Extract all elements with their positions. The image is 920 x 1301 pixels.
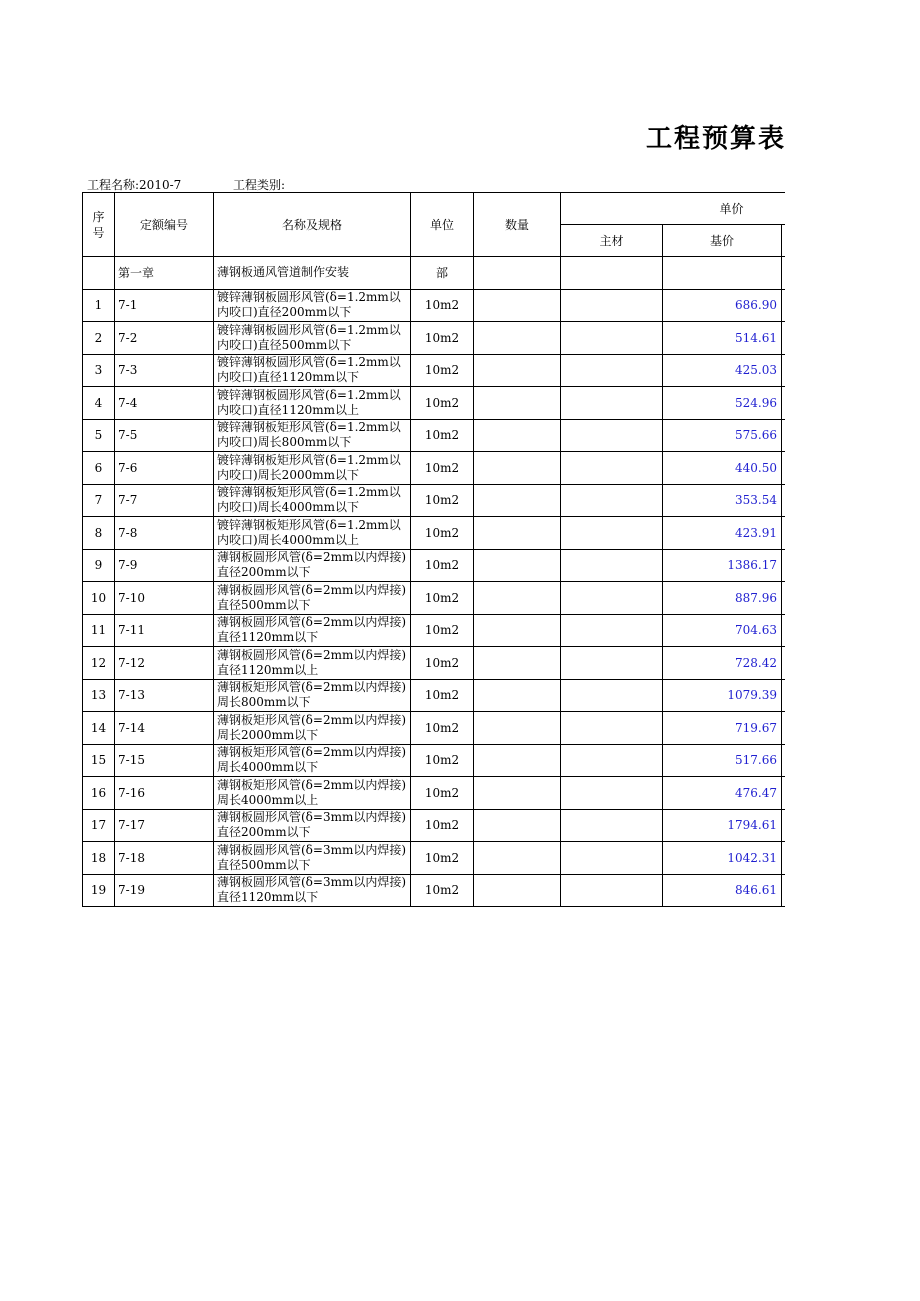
row-base-price: 440.50	[663, 452, 782, 485]
row-seq: 6	[83, 452, 115, 485]
row-unit: 10m2	[411, 452, 474, 485]
chapter-code: 第一章	[115, 257, 214, 290]
row-extra	[782, 582, 786, 615]
table-row	[83, 744, 786, 777]
header-unit-price: 单价	[561, 193, 786, 225]
row-code: 7-11	[115, 614, 214, 647]
row-name-text: 镀锌薄钢板圆形风管(δ=1.2mm以内咬口)直径1120mm以上	[217, 387, 401, 417]
header-seq: 序 号	[83, 193, 115, 257]
row-unit: 10m2	[411, 549, 474, 582]
header-blank	[782, 225, 786, 257]
row-base-price: 476.47	[663, 777, 782, 810]
row-code: 7-9	[115, 549, 214, 582]
row-qty	[474, 549, 561, 582]
row-main-material	[561, 647, 663, 680]
row-seq: 5	[83, 419, 115, 452]
row-name	[214, 387, 411, 420]
table-row	[83, 419, 786, 452]
row-qty	[474, 582, 561, 615]
row-seq: 4	[83, 387, 115, 420]
table-row	[83, 387, 786, 420]
row-qty	[474, 419, 561, 452]
row-extra	[782, 842, 786, 875]
row-name	[214, 614, 411, 647]
row-unit: 10m2	[411, 712, 474, 745]
row-name	[214, 809, 411, 842]
row-name-text: 薄钢板矩形风管(δ=2mm以内焊接)周长2000mm以下	[217, 712, 407, 742]
row-name	[214, 874, 411, 907]
row-base-price: 575.66	[663, 419, 782, 452]
row-name	[214, 842, 411, 875]
row-name-text: 薄钢板圆形风管(δ=2mm以内焊接)直径1120mm以下	[217, 615, 407, 645]
row-name-text: 镀锌薄钢板矩形风管(δ=1.2mm以内咬口)周长4000mm以下	[217, 485, 401, 515]
row-qty	[474, 387, 561, 420]
chapter-qty	[474, 257, 561, 290]
row-code: 7-4	[115, 387, 214, 420]
row-unit: 10m2	[411, 387, 474, 420]
row-base-price: 514.61	[663, 322, 782, 355]
row-code: 7-16	[115, 777, 214, 810]
row-qty	[474, 809, 561, 842]
row-base-price: 686.90	[663, 289, 782, 322]
row-name-text: 薄钢板矩形风管(δ=2mm以内焊接)周长4000mm以上	[217, 777, 407, 807]
row-unit: 10m2	[411, 679, 474, 712]
table-row	[83, 679, 786, 712]
row-name-text: 镀锌薄钢板矩形风管(δ=1.2mm以内咬口)周长2000mm以下	[217, 452, 401, 482]
row-extra	[782, 679, 786, 712]
table-row	[83, 647, 786, 680]
table-row	[83, 874, 786, 907]
row-main-material	[561, 679, 663, 712]
row-name-text: 薄钢板圆形风管(δ=2mm以内焊接)直径500mm以下	[217, 582, 407, 612]
row-base-price: 425.03	[663, 354, 782, 387]
table-row	[83, 322, 786, 355]
row-code: 7-3	[115, 354, 214, 387]
row-name-text: 镀锌薄钢板矩形风管(δ=1.2mm以内咬口)周长800mm以下	[217, 420, 401, 450]
row-code: 7-19	[115, 874, 214, 907]
row-code: 7-6	[115, 452, 214, 485]
row-extra	[782, 744, 786, 777]
row-base-price: 423.91	[663, 517, 782, 550]
row-qty	[474, 484, 561, 517]
row-qty	[474, 842, 561, 875]
row-seq: 16	[83, 777, 115, 810]
row-unit: 10m2	[411, 354, 474, 387]
header-code: 定额编号	[115, 193, 214, 257]
row-main-material	[561, 842, 663, 875]
row-seq: 8	[83, 517, 115, 550]
row-name	[214, 419, 411, 452]
project-name-label: 工程名称:2010-7	[87, 178, 182, 192]
row-name	[214, 712, 411, 745]
table-row	[83, 517, 786, 550]
chapter-unit: 部	[411, 257, 474, 290]
table-row	[83, 614, 786, 647]
row-extra	[782, 549, 786, 582]
row-extra	[782, 777, 786, 810]
row-unit: 10m2	[411, 842, 474, 875]
row-code: 7-17	[115, 809, 214, 842]
row-base-price: 887.96	[663, 582, 782, 615]
row-name-text: 薄钢板圆形风管(δ=3mm以内焊接)直径1120mm以下	[217, 875, 407, 905]
row-main-material	[561, 354, 663, 387]
row-base-price: 846.61	[663, 874, 782, 907]
row-main-material	[561, 712, 663, 745]
row-base-price: 1386.17	[663, 549, 782, 582]
row-name	[214, 452, 411, 485]
row-name-text: 薄钢板圆形风管(δ=3mm以内焊接)直径200mm以下	[217, 810, 407, 840]
header-main-material: 主材	[561, 225, 663, 257]
row-base-price: 1079.39	[663, 679, 782, 712]
row-name	[214, 582, 411, 615]
row-main-material	[561, 484, 663, 517]
row-name	[214, 647, 411, 680]
row-unit: 10m2	[411, 322, 474, 355]
row-name	[214, 484, 411, 517]
header-qty: 数量	[474, 193, 561, 257]
project-type-label: 工程类别:	[233, 178, 286, 192]
chapter-extra	[782, 257, 786, 290]
budget-table	[82, 192, 785, 907]
row-main-material	[561, 419, 663, 452]
row-seq: 11	[83, 614, 115, 647]
row-extra	[782, 354, 786, 387]
row-seq: 19	[83, 874, 115, 907]
table-row	[83, 777, 786, 810]
row-seq: 2	[83, 322, 115, 355]
row-extra	[782, 647, 786, 680]
row-unit: 10m2	[411, 809, 474, 842]
row-seq: 3	[83, 354, 115, 387]
row-extra	[782, 484, 786, 517]
row-code: 7-2	[115, 322, 214, 355]
row-extra	[782, 322, 786, 355]
row-main-material	[561, 387, 663, 420]
row-unit: 10m2	[411, 419, 474, 452]
row-name-text: 镀锌薄钢板圆形风管(δ=1.2mm以内咬口)直径1120mm以下	[217, 355, 401, 385]
row-code: 7-5	[115, 419, 214, 452]
row-extra	[782, 387, 786, 420]
row-main-material	[561, 809, 663, 842]
row-unit: 10m2	[411, 582, 474, 615]
chapter-base	[663, 257, 782, 290]
table-row	[83, 582, 786, 615]
row-unit: 10m2	[411, 777, 474, 810]
row-base-price: 728.42	[663, 647, 782, 680]
row-extra	[782, 809, 786, 842]
row-name-text: 镀锌薄钢板矩形风管(δ=1.2mm以内咬口)周长4000mm以上	[217, 517, 401, 547]
chapter-row	[83, 257, 786, 290]
budget-table-viewport	[82, 192, 785, 912]
row-name	[214, 322, 411, 355]
row-name	[214, 744, 411, 777]
header-base-price: 基价	[663, 225, 782, 257]
chapter-main	[561, 257, 663, 290]
row-code: 7-7	[115, 484, 214, 517]
row-name	[214, 354, 411, 387]
row-name-text: 薄钢板圆形风管(δ=2mm以内焊接)直径1120mm以上	[217, 647, 407, 677]
row-seq: 14	[83, 712, 115, 745]
row-seq: 1	[83, 289, 115, 322]
row-extra	[782, 712, 786, 745]
header-name: 名称及规格	[214, 193, 411, 257]
row-base-price: 517.66	[663, 744, 782, 777]
row-code: 7-13	[115, 679, 214, 712]
row-name	[214, 549, 411, 582]
row-code: 7-14	[115, 712, 214, 745]
row-extra	[782, 289, 786, 322]
row-code: 7-12	[115, 647, 214, 680]
row-main-material	[561, 582, 663, 615]
row-seq: 9	[83, 549, 115, 582]
row-name	[214, 777, 411, 810]
row-unit: 10m2	[411, 484, 474, 517]
row-name-text: 薄钢板矩形风管(δ=2mm以内焊接)周长800mm以下	[217, 680, 407, 710]
row-main-material	[561, 777, 663, 810]
row-main-material	[561, 322, 663, 355]
row-main-material	[561, 874, 663, 907]
row-seq: 17	[83, 809, 115, 842]
row-name-text: 薄钢板圆形风管(δ=3mm以内焊接)直径500mm以下	[217, 842, 407, 872]
row-qty	[474, 712, 561, 745]
table-row	[83, 842, 786, 875]
page-title: 工程预算表	[646, 124, 787, 154]
row-qty	[474, 322, 561, 355]
row-extra	[782, 419, 786, 452]
chapter-name: 薄钢板通风管道制作安装	[214, 257, 411, 290]
row-unit: 10m2	[411, 874, 474, 907]
row-seq: 15	[83, 744, 115, 777]
row-base-price: 1042.31	[663, 842, 782, 875]
row-base-price: 1794.61	[663, 809, 782, 842]
row-qty	[474, 777, 561, 810]
row-qty	[474, 647, 561, 680]
row-qty	[474, 614, 561, 647]
row-main-material	[561, 549, 663, 582]
row-name	[214, 679, 411, 712]
row-base-price: 524.96	[663, 387, 782, 420]
row-extra	[782, 452, 786, 485]
row-seq: 10	[83, 582, 115, 615]
row-qty	[474, 744, 561, 777]
row-extra	[782, 614, 786, 647]
row-name-text: 薄钢板矩形风管(δ=2mm以内焊接)周长4000mm以下	[217, 745, 407, 775]
row-main-material	[561, 614, 663, 647]
row-unit: 10m2	[411, 289, 474, 322]
row-code: 7-1	[115, 289, 214, 322]
row-extra	[782, 517, 786, 550]
row-seq: 18	[83, 842, 115, 875]
row-unit: 10m2	[411, 614, 474, 647]
row-unit: 10m2	[411, 517, 474, 550]
row-code: 7-10	[115, 582, 214, 615]
row-code: 7-8	[115, 517, 214, 550]
row-main-material	[561, 744, 663, 777]
row-base-price: 353.54	[663, 484, 782, 517]
row-main-material	[561, 452, 663, 485]
row-qty	[474, 354, 561, 387]
row-qty	[474, 289, 561, 322]
table-row	[83, 484, 786, 517]
table-row	[83, 712, 786, 745]
row-name	[214, 289, 411, 322]
row-qty	[474, 452, 561, 485]
row-code: 7-18	[115, 842, 214, 875]
row-name	[214, 517, 411, 550]
row-unit: 10m2	[411, 647, 474, 680]
table-row	[83, 452, 786, 485]
header-row-1	[83, 193, 786, 225]
row-qty	[474, 874, 561, 907]
row-qty	[474, 517, 561, 550]
chapter-seq	[83, 257, 115, 290]
row-seq: 13	[83, 679, 115, 712]
row-code: 7-15	[115, 744, 214, 777]
row-seq: 7	[83, 484, 115, 517]
table-row	[83, 549, 786, 582]
row-qty	[474, 679, 561, 712]
row-base-price: 719.67	[663, 712, 782, 745]
table-row	[83, 354, 786, 387]
row-main-material	[561, 517, 663, 550]
row-main-material	[561, 289, 663, 322]
row-base-price: 704.63	[663, 614, 782, 647]
row-name-text: 薄钢板圆形风管(δ=2mm以内焊接)直径200mm以下	[217, 550, 407, 580]
table-row	[83, 289, 786, 322]
row-name-text: 镀锌薄钢板圆形风管(δ=1.2mm以内咬口)直径200mm以下	[217, 290, 401, 320]
table-row	[83, 809, 786, 842]
header-unit: 单位	[411, 193, 474, 257]
row-name-text: 镀锌薄钢板圆形风管(δ=1.2mm以内咬口)直径500mm以下	[217, 322, 401, 352]
row-seq: 12	[83, 647, 115, 680]
row-extra	[782, 874, 786, 907]
row-unit: 10m2	[411, 744, 474, 777]
